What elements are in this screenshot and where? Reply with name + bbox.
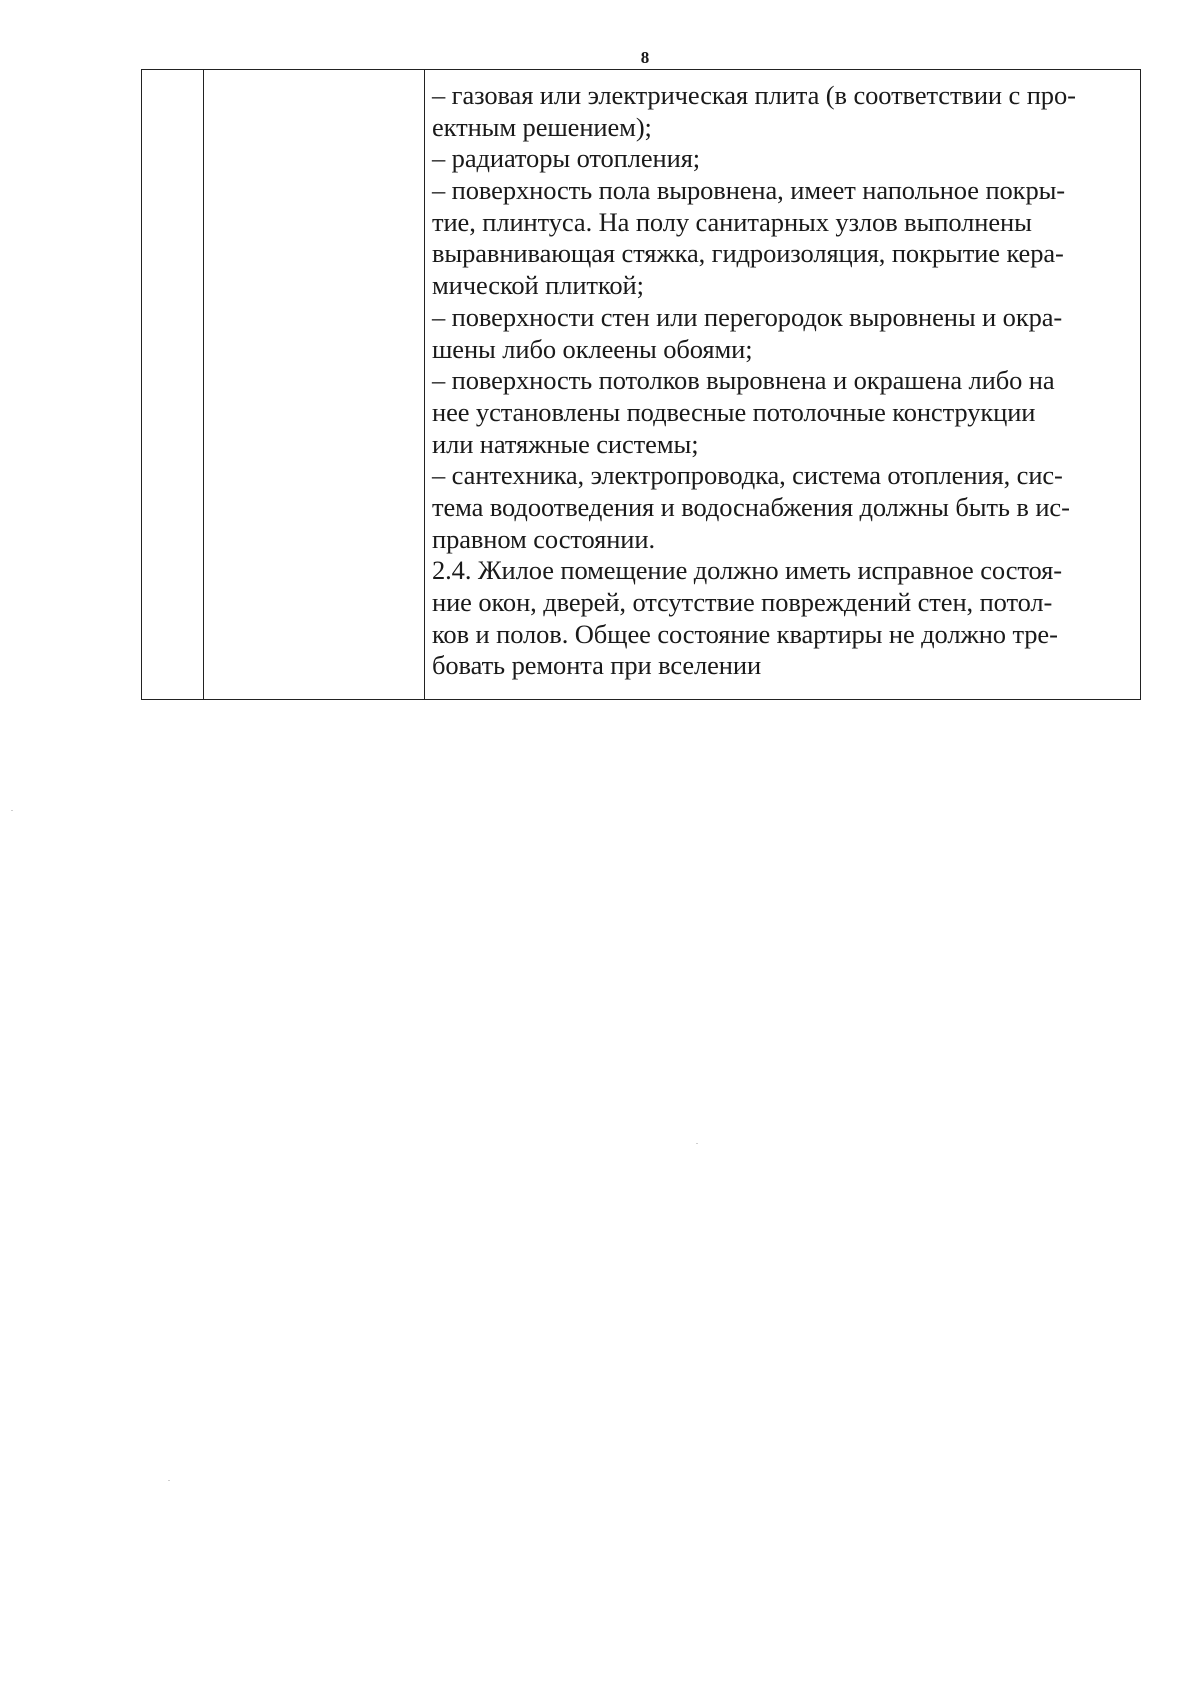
text-line: тие, плинтуса. На полу санитарных узлов выполнены	[432, 206, 1032, 237]
text-line: шены либо оклеены обоями;	[432, 333, 753, 364]
page-number: 8	[640, 48, 650, 67]
text-line: или натяжные системы;	[432, 428, 699, 459]
text-line: ков и полов. Общее состояние квартиры не должно тре-	[432, 618, 1058, 649]
document-table	[141, 69, 1141, 700]
text-line: тема водоотведения и водоснабжения должны быть в ис-	[432, 491, 1070, 522]
text-line: ние окон, дверей, отсутствие повреждений стен, потол-	[432, 587, 1053, 617]
text-line: – поверхность потолков выровнена и окрашена либо на	[432, 365, 1055, 396]
text-line: правном состоянии.	[432, 523, 655, 554]
table-row	[142, 70, 1141, 700]
text-line: выравнивающая стяжка, гидроизоляция, покрытие кера-	[432, 238, 1064, 269]
table-cell-description	[425, 70, 1141, 700]
table-cell-name	[204, 70, 425, 700]
scan-speck	[11, 810, 13, 811]
text-line: ектным решением);	[432, 111, 652, 142]
scan-speck	[168, 1480, 170, 1481]
scan-speck	[696, 1143, 698, 1144]
text-line: мической плиткой;	[432, 270, 644, 301]
text-line: – сантехника, электропроводка, система отопления, сис-	[432, 460, 1063, 491]
text-line: 2.4. Жилое помещение должно иметь исправное состоя-	[432, 555, 1062, 586]
text-line: нее установлены подвесные потолочные конструкции	[432, 396, 1036, 427]
text-line: – газовая или электрическая плита (в соответствии с про-	[432, 80, 1076, 110]
text-line: – поверхность пола выровнена, имеет напольное покры-	[432, 175, 1066, 206]
table-cell-number	[142, 70, 204, 700]
text-line: бовать ремонта при вселении	[432, 650, 762, 681]
text-line: – радиаторы отопления;	[432, 143, 701, 174]
text-line: – поверхности стен или перегородок выровнены и окра-	[432, 301, 1063, 332]
